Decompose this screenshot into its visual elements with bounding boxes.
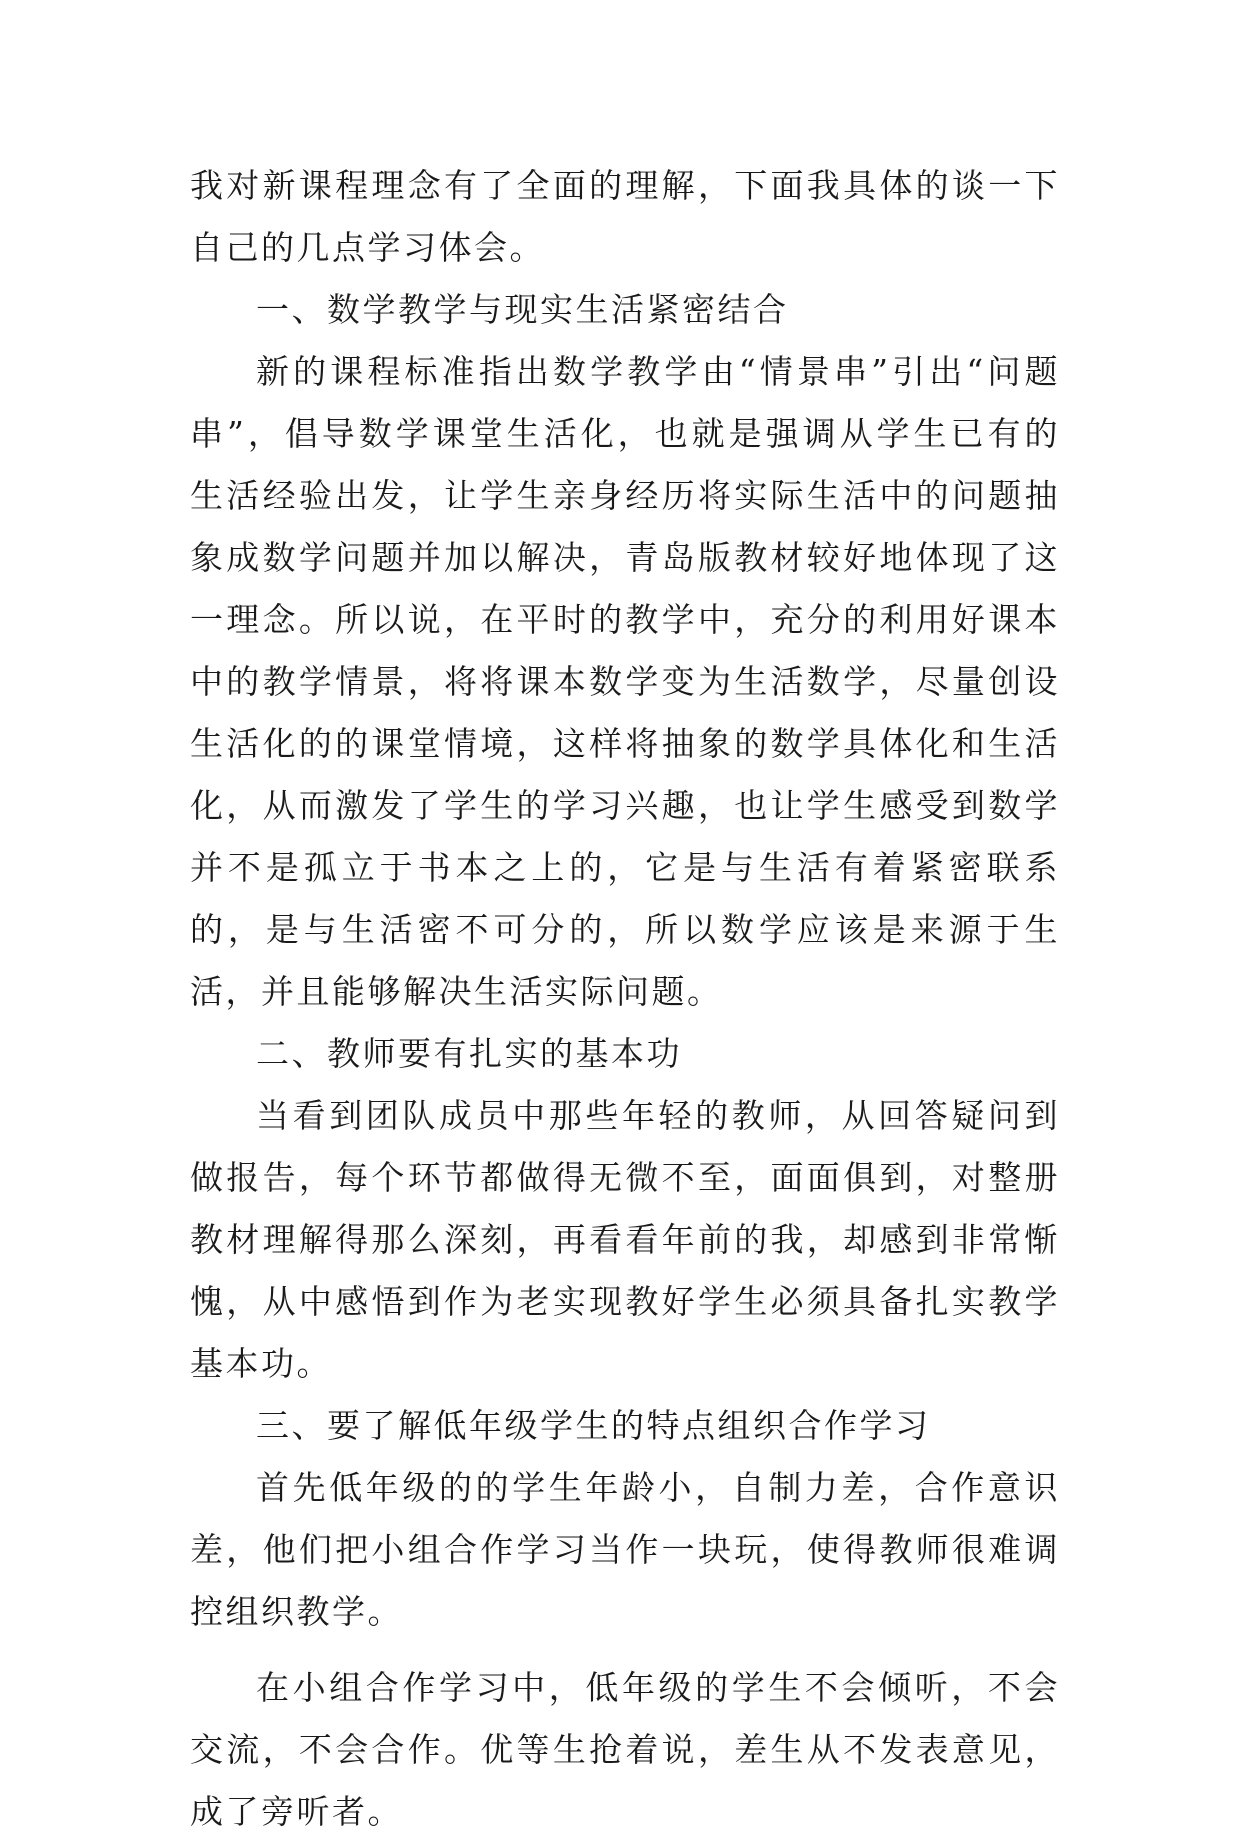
section-heading: 三、要了解低年级学生的特点组织合作学习 (256, 1406, 931, 1445)
body-paragraph: 当看到团队成员中那些年轻的教师，从回答疑问到做报告，每个环节都做得无微不至，面面俱到，对整册教材理解得那么深刻，再看看年前的我，却感到非常惭愧，从中感悟到作为老实现教好学生必须具备扎实教学基本功。 (190, 1096, 1060, 1383)
section-heading: 一、数学教学与现实生活紧密结合 (256, 290, 789, 329)
section-heading: 二、教师要有扎实的基本功 (256, 1034, 682, 1073)
body-paragraph: 我对新课程理念有了全面的理解，下面我具体的谈一下自己的几点学习体会。 (190, 166, 1060, 267)
document-page (190, 155, 1060, 1843)
body-paragraph: 新的课程标准指出数学教学由“情景串”引出“问题串”，倡导数学课堂生活化，也就是强调从学生已有的生活经验出发，让学生亲身经历将实际生活中的问题抽象成数学问题并加以解决，青岛版教材较好地体现了这一理念。所以说，在平时的教学中，充分的利用好课本中的教学情景，将将课本数学变为生活数学，尽量创设生活化的的课堂情境，这样将抽象的数学具体化和生活化，从而激发了学生的学习兴趣，也让学生感受到数学并不是孤立于书本之上的，它是与生活有着紧密联系的，是与生活密不可分的，所以数学应该是来源于生活，并且能够解决生活实际问题。 (190, 352, 1060, 1011)
body-paragraph: 在小组合作学习中，低年级的学生不会倾听，不会交流，不会合作。优等生抢着说，差生从不发表意见，成了旁听者。 (190, 1668, 1060, 1831)
body-paragraph: 首先低年级的的学生年龄小，自制力差，合作意识差，他们把小组合作学习当作一块玩，使得教师很难调控组织教学。 (190, 1468, 1060, 1631)
